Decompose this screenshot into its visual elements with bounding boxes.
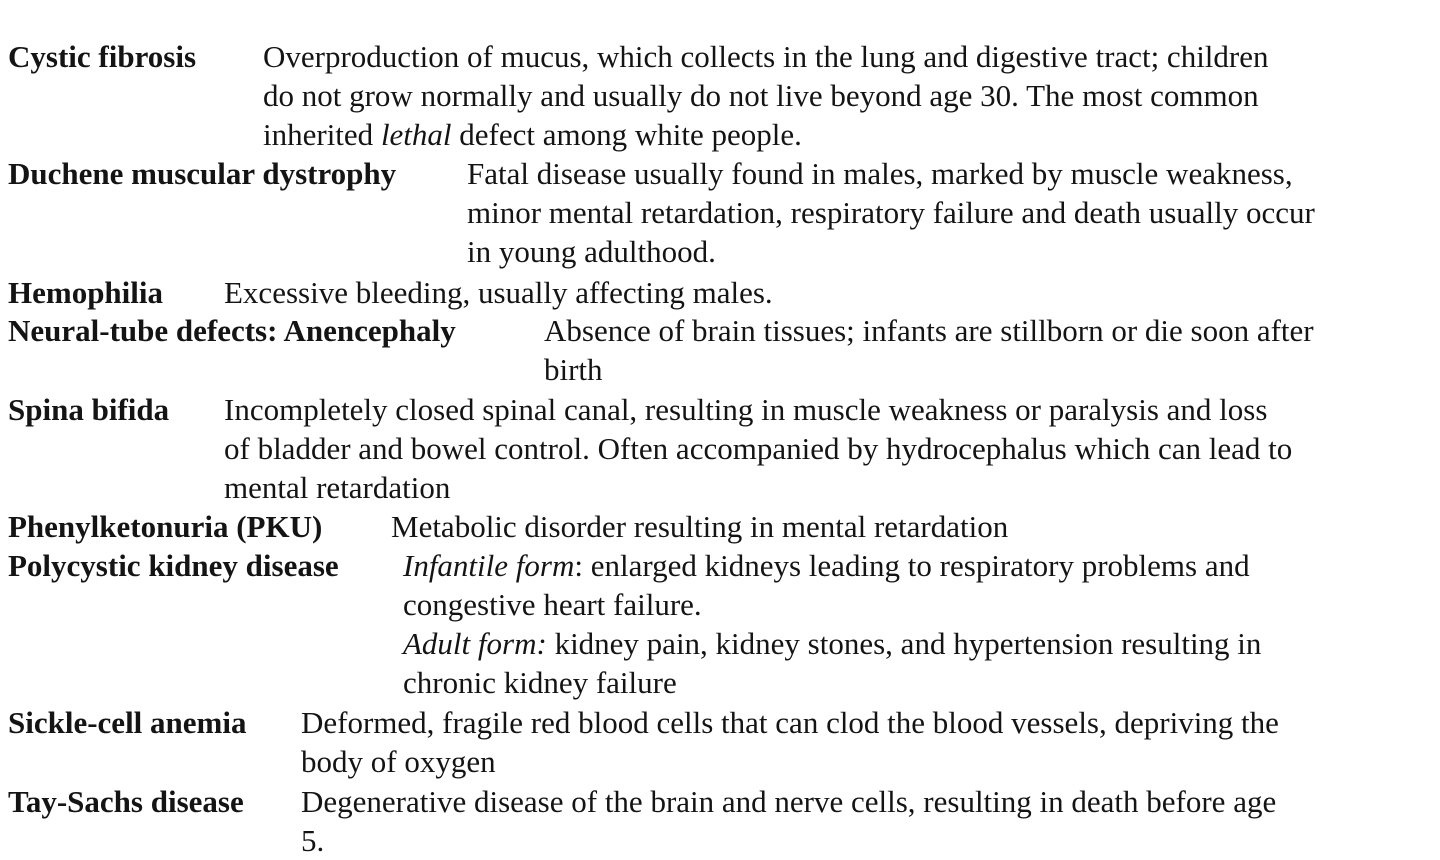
definition-line: Absence of brain tissues; infants are stillborn or die soon after bbox=[544, 313, 1314, 348]
definition bbox=[301, 782, 1428, 860]
definition-line: Overproduction of mucus, which collects in the lung and digestive tract; children bbox=[263, 39, 1269, 74]
definition-line bbox=[403, 546, 1428, 585]
definition-line: Excessive bleeding, usually affecting males. bbox=[224, 275, 773, 310]
definition-line: Deformed, fragile red blood cells that can clod the blood vessels, depriving the bbox=[301, 705, 1279, 740]
definition-line: 5. bbox=[301, 823, 325, 858]
definition bbox=[301, 703, 1428, 781]
definition bbox=[467, 154, 1428, 271]
term-heading: Hemophilia bbox=[8, 275, 164, 310]
text-run: : enlarged kidneys leading to respiratory problems and bbox=[574, 548, 1250, 583]
definition-line: birth bbox=[544, 352, 603, 387]
definition bbox=[224, 390, 1428, 507]
term-heading: Spina bifida bbox=[8, 392, 170, 427]
definition bbox=[544, 311, 1428, 389]
term-heading: Phenylketonuria (PKU) bbox=[8, 509, 323, 544]
definition-line: Incompletely closed spinal canal, resulting in muscle weakness or paralysis and loss bbox=[224, 392, 1268, 427]
definition bbox=[224, 273, 1428, 312]
text-run: kidney pain, kidney stones, and hypertension resulting in bbox=[546, 626, 1262, 661]
definition-line: do not grow normally and usually do not live beyond age 30. The most common bbox=[263, 78, 1259, 113]
definition bbox=[391, 507, 1428, 546]
definition-line: Metabolic disorder resulting in mental retardation bbox=[391, 509, 1009, 544]
definition-line: Degenerative disease of the brain and nerve cells, resulting in death before age bbox=[301, 784, 1277, 819]
term-heading: Duchene muscular dystrophy bbox=[8, 156, 397, 191]
italic-term: Infantile form bbox=[403, 548, 575, 583]
definition-line: chronic kidney failure bbox=[403, 665, 677, 700]
definition-line bbox=[403, 624, 1428, 663]
term-heading: Sickle-cell anemia bbox=[8, 705, 247, 740]
definition-line bbox=[263, 115, 1428, 154]
definition-line: congestive heart failure. bbox=[403, 587, 702, 622]
definition-line: minor mental retardation, respiratory failure and death usually occur bbox=[467, 195, 1315, 230]
term-heading: Neural-tube defects: Anencephaly bbox=[8, 313, 456, 348]
italic-term: Adult form: bbox=[403, 626, 547, 661]
text-run: defect among white people. bbox=[451, 117, 802, 152]
definition-line: mental retardation bbox=[224, 470, 451, 505]
definition-line: Fatal disease usually found in males, marked by muscle weakness, bbox=[467, 156, 1293, 191]
italic-term: lethal bbox=[380, 117, 452, 152]
term-heading: Tay-Sachs disease bbox=[8, 784, 244, 819]
definition-line: in young adulthood. bbox=[467, 234, 716, 269]
term-heading: Cystic fibrosis bbox=[8, 39, 197, 74]
text-run: inherited bbox=[263, 117, 381, 152]
definition-line: of bladder and bowel control. Often accompanied by hydrocephalus which can lead to bbox=[224, 431, 1293, 466]
definition bbox=[263, 37, 1428, 154]
definition-line: body of oxygen bbox=[301, 744, 496, 779]
definition bbox=[403, 546, 1428, 702]
term-heading: Polycystic kidney disease bbox=[8, 548, 339, 583]
